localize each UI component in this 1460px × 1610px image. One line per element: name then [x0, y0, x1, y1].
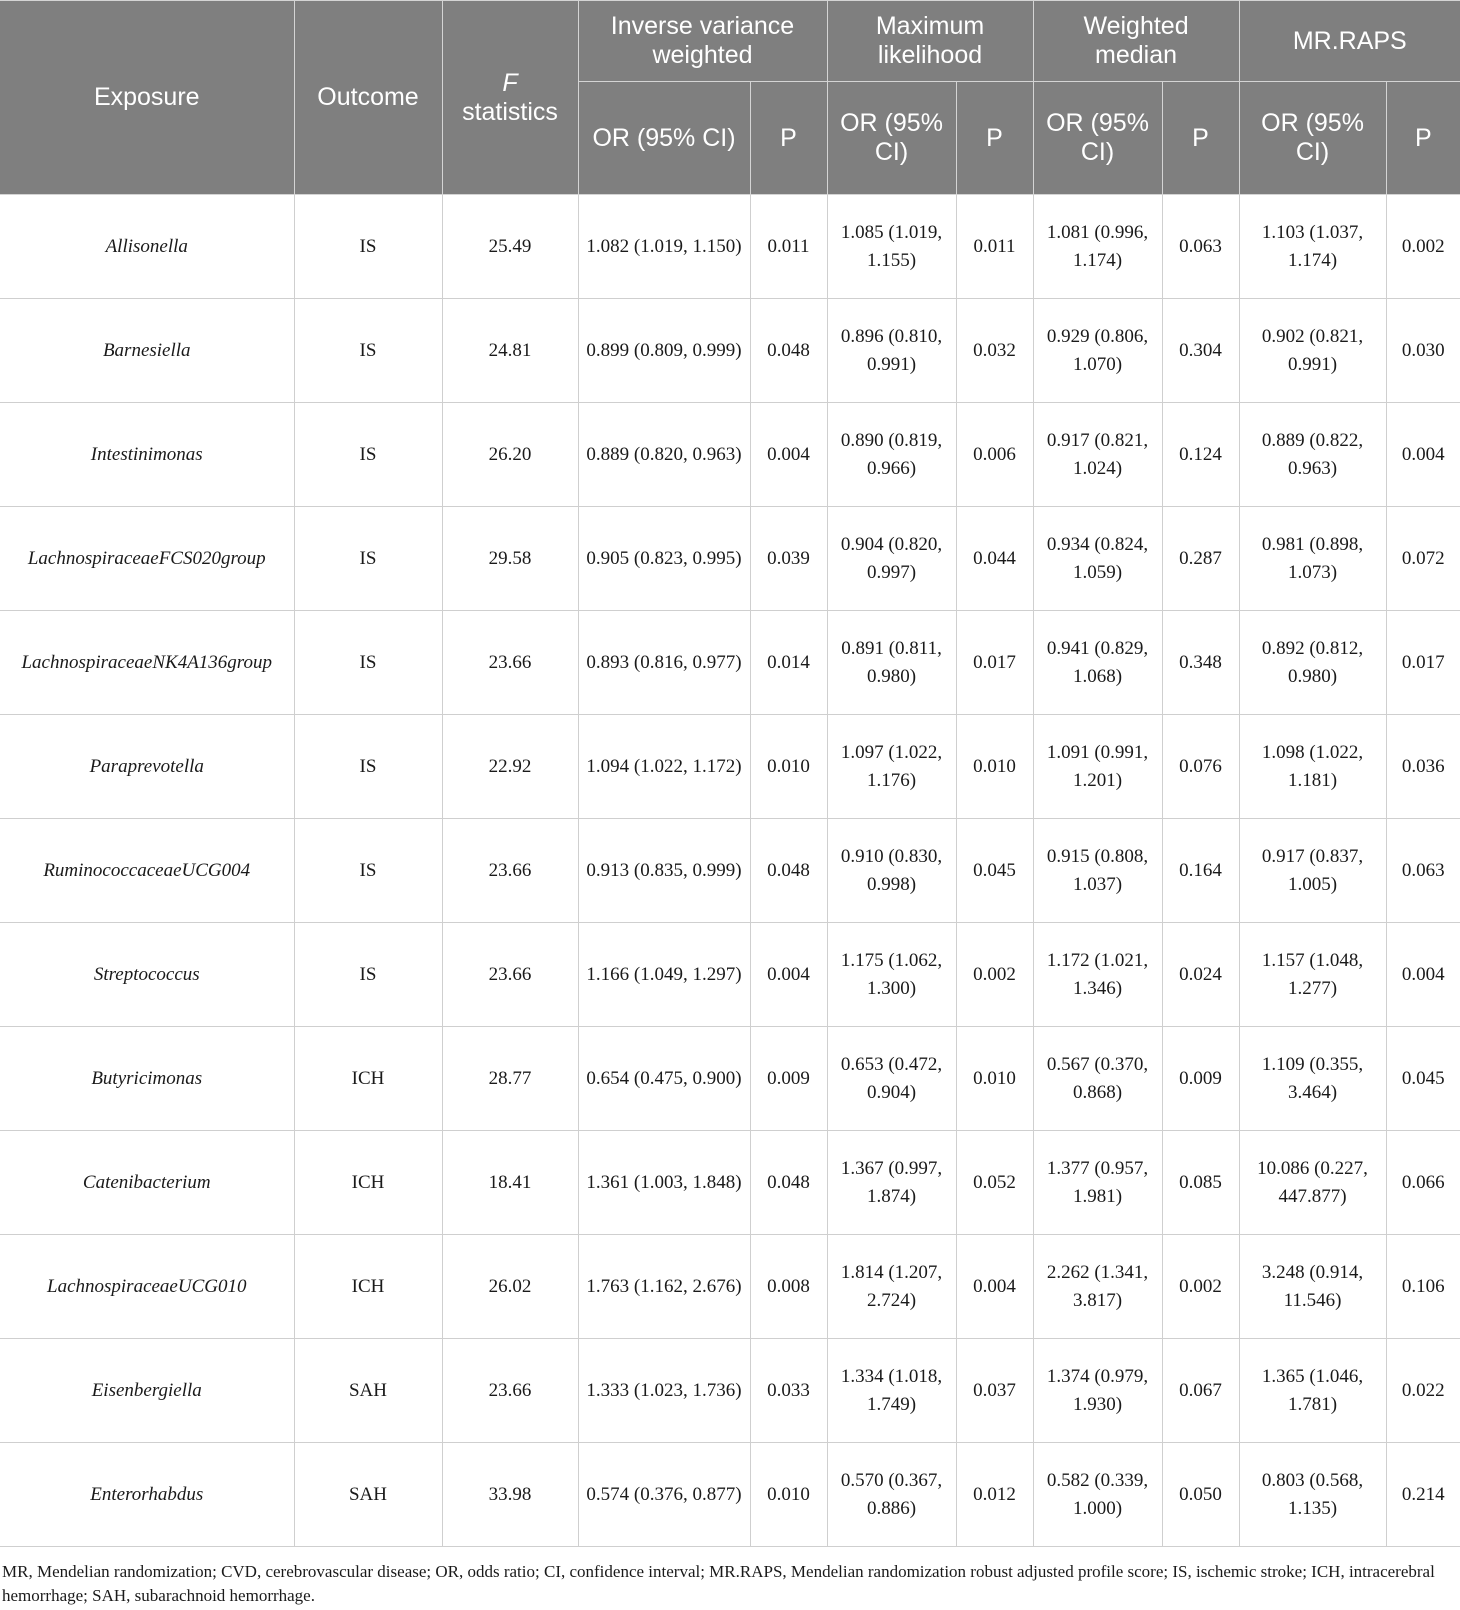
cell-outcome: ICH [294, 1235, 442, 1339]
cell-ivw-or-ci: 0.899 (0.809, 0.999) [578, 299, 750, 403]
header-wm-or: OR (95% CI) [1033, 82, 1162, 195]
cell-ivw-or-ci: 0.913 (0.835, 0.999) [578, 819, 750, 923]
cell-wm-p: 0.067 [1162, 1339, 1239, 1443]
cell-wm-p: 0.076 [1162, 715, 1239, 819]
cell-wm-p: 0.164 [1162, 819, 1239, 923]
cell-raps-p: 0.072 [1386, 507, 1460, 611]
table-row [0, 1131, 1460, 1235]
cell-ivw-or-ci: 0.654 (0.475, 0.900) [578, 1027, 750, 1131]
table-row [0, 715, 1460, 819]
cell-wm-or-ci: 1.081 (0.996, 1.174) [1033, 195, 1162, 299]
cell-raps-or-ci: 0.917 (0.837, 1.005) [1239, 819, 1386, 923]
cell-f-statistic: 23.66 [442, 819, 578, 923]
table-row [0, 1027, 1460, 1131]
header-f-statistics [442, 1, 578, 195]
cell-wm-or-ci: 0.582 (0.339, 1.000) [1033, 1443, 1162, 1547]
cell-outcome: SAH [294, 1339, 442, 1443]
cell-f-statistic: 26.02 [442, 1235, 578, 1339]
cell-raps-p: 0.066 [1386, 1131, 1460, 1235]
cell-raps-p: 0.063 [1386, 819, 1460, 923]
cell-raps-p: 0.022 [1386, 1339, 1460, 1443]
cell-ivw-or-ci: 1.166 (1.049, 1.297) [578, 923, 750, 1027]
cell-f-statistic: 25.49 [442, 195, 578, 299]
cell-f-statistic: 29.58 [442, 507, 578, 611]
cell-ivw-or-ci: 0.893 (0.816, 0.977) [578, 611, 750, 715]
cell-ml-p: 0.002 [956, 923, 1033, 1027]
cell-exposure: Allisonella [0, 195, 294, 299]
header-ml-or: OR (95% CI) [827, 82, 956, 195]
cell-ivw-p: 0.048 [750, 299, 827, 403]
cell-raps-p: 0.036 [1386, 715, 1460, 819]
cell-ml-p: 0.032 [956, 299, 1033, 403]
cell-wm-p: 0.050 [1162, 1443, 1239, 1547]
cell-raps-or-ci: 1.098 (1.022, 1.181) [1239, 715, 1386, 819]
cell-ivw-p: 0.010 [750, 715, 827, 819]
cell-wm-or-ci: 0.567 (0.370, 0.868) [1033, 1027, 1162, 1131]
cell-ml-or-ci: 0.891 (0.811, 0.980) [827, 611, 956, 715]
header-ivw-or: OR (95% CI) [578, 82, 750, 195]
cell-ivw-or-ci: 1.763 (1.162, 2.676) [578, 1235, 750, 1339]
cell-f-statistic: 33.98 [442, 1443, 578, 1547]
cell-ivw-p: 0.011 [750, 195, 827, 299]
cell-ml-p: 0.010 [956, 1027, 1033, 1131]
cell-wm-p: 0.287 [1162, 507, 1239, 611]
cell-f-statistic: 24.81 [442, 299, 578, 403]
cell-exposure: Eisenbergiella [0, 1339, 294, 1443]
cell-ivw-p: 0.004 [750, 923, 827, 1027]
cell-raps-p: 0.030 [1386, 299, 1460, 403]
header-wm-p: P [1162, 82, 1239, 195]
cell-wm-p: 0.085 [1162, 1131, 1239, 1235]
cell-ivw-p: 0.008 [750, 1235, 827, 1339]
header-raps-or: OR (95% CI) [1239, 82, 1386, 195]
cell-ml-p: 0.037 [956, 1339, 1033, 1443]
cell-ml-or-ci: 0.570 (0.367, 0.886) [827, 1443, 956, 1547]
cell-exposure: Butyricimonas [0, 1027, 294, 1131]
header-group-ml: Maximum likelihood [827, 1, 1033, 82]
cell-wm-p: 0.124 [1162, 403, 1239, 507]
cell-ml-or-ci: 1.334 (1.018, 1.749) [827, 1339, 956, 1443]
cell-f-statistic: 18.41 [442, 1131, 578, 1235]
cell-outcome: IS [294, 819, 442, 923]
cell-wm-p: 0.002 [1162, 1235, 1239, 1339]
cell-wm-or-ci: 1.091 (0.991, 1.201) [1033, 715, 1162, 819]
cell-outcome: IS [294, 403, 442, 507]
cell-exposure: LachnospiraceaeNK4A136group [0, 611, 294, 715]
cell-ivw-p: 0.048 [750, 819, 827, 923]
table-body [0, 195, 1460, 1547]
cell-raps-or-ci: 1.157 (1.048, 1.277) [1239, 923, 1386, 1027]
cell-raps-or-ci: 0.803 (0.568, 1.135) [1239, 1443, 1386, 1547]
cell-ml-or-ci: 1.175 (1.062, 1.300) [827, 923, 956, 1027]
cell-raps-p: 0.017 [1386, 611, 1460, 715]
header-f-symbol: F [502, 68, 518, 97]
cell-ml-or-ci: 1.085 (1.019, 1.155) [827, 195, 956, 299]
cell-ivw-p: 0.010 [750, 1443, 827, 1547]
cell-ivw-p: 0.039 [750, 507, 827, 611]
table-row [0, 507, 1460, 611]
cell-ml-p: 0.004 [956, 1235, 1033, 1339]
cell-outcome: ICH [294, 1027, 442, 1131]
cell-outcome: IS [294, 715, 442, 819]
cell-wm-or-ci: 1.172 (1.021, 1.346) [1033, 923, 1162, 1027]
table-row [0, 819, 1460, 923]
cell-exposure: RuminococcaceaeUCG004 [0, 819, 294, 923]
cell-wm-or-ci: 0.929 (0.806, 1.070) [1033, 299, 1162, 403]
cell-ivw-p: 0.048 [750, 1131, 827, 1235]
cell-ivw-or-ci: 1.082 (1.019, 1.150) [578, 195, 750, 299]
cell-raps-or-ci: 10.086 (0.227, 447.877) [1239, 1131, 1386, 1235]
cell-outcome: IS [294, 299, 442, 403]
header-group-ivw: Inverse variance weighted [578, 1, 827, 82]
cell-ml-or-ci: 1.814 (1.207, 2.724) [827, 1235, 956, 1339]
table-row [0, 1339, 1460, 1443]
cell-ml-or-ci: 0.904 (0.820, 0.997) [827, 507, 956, 611]
cell-ivw-p: 0.009 [750, 1027, 827, 1131]
cell-ml-p: 0.006 [956, 403, 1033, 507]
cell-wm-or-ci: 1.377 (0.957, 1.981) [1033, 1131, 1162, 1235]
table-row [0, 1235, 1460, 1339]
cell-ml-or-ci: 1.097 (1.022, 1.176) [827, 715, 956, 819]
cell-ml-p: 0.011 [956, 195, 1033, 299]
cell-outcome: ICH [294, 1131, 442, 1235]
cell-ml-p: 0.010 [956, 715, 1033, 819]
header-ml-p: P [956, 82, 1033, 195]
cell-f-statistic: 23.66 [442, 611, 578, 715]
cell-wm-or-ci: 0.941 (0.829, 1.068) [1033, 611, 1162, 715]
cell-wm-or-ci: 0.917 (0.821, 1.024) [1033, 403, 1162, 507]
cell-outcome: IS [294, 923, 442, 1027]
header-exposure: Exposure [0, 1, 294, 195]
cell-raps-or-ci: 0.889 (0.822, 0.963) [1239, 403, 1386, 507]
cell-raps-p: 0.045 [1386, 1027, 1460, 1131]
header-f-text: statistics [462, 97, 558, 126]
cell-ivw-p: 0.033 [750, 1339, 827, 1443]
cell-wm-or-ci: 1.374 (0.979, 1.930) [1033, 1339, 1162, 1443]
cell-exposure: Enterorhabdus [0, 1443, 294, 1547]
cell-f-statistic: 28.77 [442, 1027, 578, 1131]
cell-ivw-or-ci: 0.574 (0.376, 0.877) [578, 1443, 750, 1547]
cell-raps-or-ci: 1.365 (1.046, 1.781) [1239, 1339, 1386, 1443]
header-group-raps: MR.RAPS [1239, 1, 1460, 82]
table-row [0, 1443, 1460, 1547]
table-row [0, 923, 1460, 1027]
cell-wm-p: 0.024 [1162, 923, 1239, 1027]
cell-wm-p: 0.063 [1162, 195, 1239, 299]
cell-ml-p: 0.044 [956, 507, 1033, 611]
cell-ml-or-ci: 1.367 (0.997, 1.874) [827, 1131, 956, 1235]
cell-ivw-p: 0.014 [750, 611, 827, 715]
table-row [0, 195, 1460, 299]
cell-raps-p: 0.214 [1386, 1443, 1460, 1547]
table-row [0, 299, 1460, 403]
cell-ivw-or-ci: 0.889 (0.820, 0.963) [578, 403, 750, 507]
cell-exposure: LachnospiraceaeFCS020group [0, 507, 294, 611]
cell-raps-or-ci: 1.109 (0.355, 3.464) [1239, 1027, 1386, 1131]
cell-outcome: IS [294, 611, 442, 715]
header-raps-p: P [1386, 82, 1460, 195]
cell-raps-or-ci: 1.103 (1.037, 1.174) [1239, 195, 1386, 299]
cell-ivw-or-ci: 1.333 (1.023, 1.736) [578, 1339, 750, 1443]
cell-f-statistic: 23.66 [442, 1339, 578, 1443]
cell-f-statistic: 26.20 [442, 403, 578, 507]
cell-wm-or-ci: 0.915 (0.808, 1.037) [1033, 819, 1162, 923]
cell-exposure: Catenibacterium [0, 1131, 294, 1235]
cell-raps-p: 0.004 [1386, 403, 1460, 507]
cell-ml-p: 0.012 [956, 1443, 1033, 1547]
header-group-wm: Weighted median [1033, 1, 1239, 82]
cell-raps-p: 0.106 [1386, 1235, 1460, 1339]
table-row [0, 611, 1460, 715]
cell-f-statistic: 22.92 [442, 715, 578, 819]
cell-raps-p: 0.002 [1386, 195, 1460, 299]
cell-wm-p: 0.009 [1162, 1027, 1239, 1131]
cell-ml-or-ci: 0.910 (0.830, 0.998) [827, 819, 956, 923]
cell-outcome: SAH [294, 1443, 442, 1547]
cell-ml-or-ci: 0.896 (0.810, 0.991) [827, 299, 956, 403]
cell-raps-or-ci: 0.981 (0.898, 1.073) [1239, 507, 1386, 611]
cell-outcome: IS [294, 507, 442, 611]
cell-ivw-p: 0.004 [750, 403, 827, 507]
cell-raps-or-ci: 3.248 (0.914, 11.546) [1239, 1235, 1386, 1339]
cell-raps-or-ci: 0.902 (0.821, 0.991) [1239, 299, 1386, 403]
header-outcome: Outcome [294, 1, 442, 195]
cell-ml-p: 0.017 [956, 611, 1033, 715]
cell-f-statistic: 23.66 [442, 923, 578, 1027]
table-header [0, 1, 1460, 195]
cell-ml-p: 0.045 [956, 819, 1033, 923]
cell-ml-or-ci: 0.653 (0.472, 0.904) [827, 1027, 956, 1131]
cell-ml-or-ci: 0.890 (0.819, 0.966) [827, 403, 956, 507]
cell-wm-or-ci: 0.934 (0.824, 1.059) [1033, 507, 1162, 611]
cell-exposure: Paraprevotella [0, 715, 294, 819]
header-ivw-p: P [750, 82, 827, 195]
cell-exposure: LachnospiraceaeUCG010 [0, 1235, 294, 1339]
cell-ivw-or-ci: 1.361 (1.003, 1.848) [578, 1131, 750, 1235]
cell-exposure: Barnesiella [0, 299, 294, 403]
table-footnote: MR, Mendelian randomization; CVD, cerebrovascular disease; OR, odds ratio; CI, confidence interval; MR.RAPS, Mendelian randomization robust adjusted profile score; IS, ischemic stroke; ICH, intracerebral hemorrhage; SAH, subarachnoid hemorrhage. [2, 1562, 1435, 1605]
cell-wm-p: 0.304 [1162, 299, 1239, 403]
cell-ml-p: 0.052 [956, 1131, 1033, 1235]
table-row [0, 403, 1460, 507]
cell-ivw-or-ci: 0.905 (0.823, 0.995) [578, 507, 750, 611]
cell-exposure: Intestinimonas [0, 403, 294, 507]
cell-wm-p: 0.348 [1162, 611, 1239, 715]
cell-wm-or-ci: 2.262 (1.341, 3.817) [1033, 1235, 1162, 1339]
cell-raps-or-ci: 0.892 (0.812, 0.980) [1239, 611, 1386, 715]
cell-exposure: Streptococcus [0, 923, 294, 1027]
cell-raps-p: 0.004 [1386, 923, 1460, 1027]
cell-outcome: IS [294, 195, 442, 299]
cell-ivw-or-ci: 1.094 (1.022, 1.172) [578, 715, 750, 819]
